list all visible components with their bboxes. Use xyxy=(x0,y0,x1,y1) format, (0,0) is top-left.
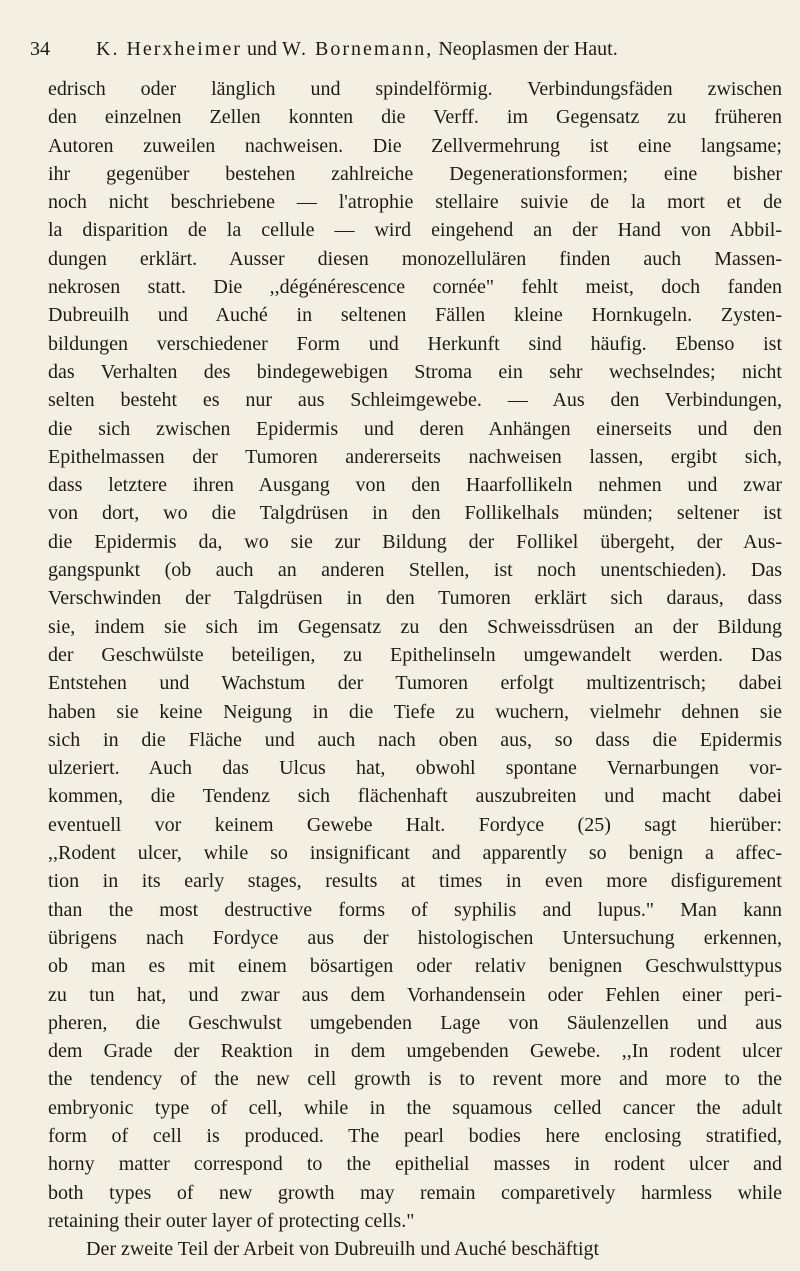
text-line: sich in die Fläche und auch nach oben aus, so dass die Epidermis xyxy=(48,728,782,751)
text-line: ihr gegenüber bestehen zahlreiche Degenerationsformen; eine bisher xyxy=(48,162,782,185)
author-bornemann: W. Bornemann, xyxy=(281,38,434,60)
text-line: übrigens nach Fordyce aus der histologischen Untersuchung erkennen, xyxy=(48,926,782,949)
text-line: retaining their outer layer of protecting cells." xyxy=(48,1209,415,1232)
text-line: nekrosen statt. Die ,,dégénérescence cornée" fehlt meist, doch fanden xyxy=(48,276,782,299)
text-line: dungen erklärt. Ausser diesen monozellulären finden auch Massen- xyxy=(48,247,782,270)
body-text xyxy=(48,75,782,1263)
text-line: der Geschwülste beteiligen, zu Epithelinseln umgewandelt werden. Das xyxy=(48,643,782,666)
text-line: ob man es mit einem bösartigen oder relativ benignen Geschwulsttypus xyxy=(48,955,782,978)
text-line: noch nicht beschriebene — l'atrophie stellaire suivie de la mort et de xyxy=(48,191,782,214)
header-title: Neoplasmen der Haut. xyxy=(438,38,618,60)
text-line: dem Grade der Reaktion in dem umgebenden Gewebe. ,,In rodent ulcer xyxy=(48,1040,782,1063)
text-line: form of cell is produced. The pearl bodies here enclosing stratified, xyxy=(48,1124,782,1147)
text-line: Verschwinden der Talgdrüsen in den Tumoren erklärt sich daraus, dass xyxy=(48,587,782,610)
author-herxheimer: K. Herxheimer xyxy=(96,38,242,60)
running-title xyxy=(96,34,618,64)
text-line: bildungen verschiedener Form und Herkunft sind häufig. Ebenso ist xyxy=(48,332,782,355)
text-line: horny matter correspond to the epithelial masses in rodent ulcer and xyxy=(48,1153,782,1176)
text-line: embryonic type of cell, while in the squamous celled cancer the adult xyxy=(48,1096,782,1119)
text-line: Dubreuilh und Auché in seltenen Fällen kleine Hornkugeln. Zysten- xyxy=(48,304,782,327)
running-header xyxy=(30,34,770,64)
text-line: kommen, die Tendenz sich flächenhaft auszubreiten und macht dabei xyxy=(48,785,782,808)
text-line: das Verhalten des bindegewebigen Stroma ein sehr wechselndes; nicht xyxy=(48,360,782,383)
text-line: Entstehen und Wachstum der Tumoren erfolgt multizentrisch; dabei xyxy=(48,672,782,695)
text-line: von dort, wo die Talgdrüsen in den Follikelhals münden; seltener ist xyxy=(48,502,782,525)
text-line: dass letztere ihren Ausgang von den Haarfollikeln nehmen und zwar xyxy=(48,474,782,497)
text-line: pheren, die Geschwulst umgebenden Lage von Säulenzellen und aus xyxy=(48,1011,782,1034)
text-line: ,,Rodent ulcer, while so insignificant and apparently so benign a affec- xyxy=(48,842,782,865)
text-line: edrisch oder länglich und spindelförmig. Verbindungsfäden zwischen xyxy=(48,78,782,100)
text-line: zu tun hat, und zwar aus dem Vorhandensein oder Fehlen einer peri- xyxy=(48,983,782,1006)
text-line: than the most destructive forms of syphilis and lupus." Man kann xyxy=(48,898,782,921)
text-line: Der zweite Teil der Arbeit von Dubreuilh und Auché beschäftigt xyxy=(86,1238,600,1261)
text-line: sie, indem sie sich im Gegensatz zu den Schweissdrüsen an der Bildung xyxy=(48,615,782,638)
text-line: eventuell vor keinem Gewebe Halt. Fordyce (25) sagt hierüber: xyxy=(48,813,782,836)
text-line: gangspunkt (ob auch an anderen Stellen, ist noch unentschieden). Das xyxy=(48,559,782,582)
text-line: haben sie keine Neigung in die Tiefe zu wuchern, vielmehr dehnen sie xyxy=(48,700,782,723)
text-line: the tendency of the new cell growth is to revent more and more to the xyxy=(48,1068,782,1091)
text-line: den einzelnen Zellen konnten die Verff. im Gegensatz zu früheren xyxy=(48,106,782,129)
text-line: la disparition de la cellule — wird eingehend an der Hand von Abbil- xyxy=(48,219,782,242)
header-and: und xyxy=(246,38,277,60)
page-number: 34 xyxy=(30,38,50,60)
text-line: Epithelmassen der Tumoren andererseits nachweisen lassen, ergibt sich, xyxy=(48,445,782,468)
text-line: tion in its early stages, results at times in even more disfigurement xyxy=(48,870,782,893)
text-line: both types of new growth may remain comparetively harmless while xyxy=(48,1181,782,1204)
text-line: die Epidermis da, wo sie zur Bildung der Follikel übergeht, der Aus- xyxy=(48,530,782,553)
text-line: ulzeriert. Auch das Ulcus hat, obwohl spontane Vernarbungen vor- xyxy=(48,757,782,780)
text-line: die sich zwischen Epidermis und deren Anhängen einerseits und den xyxy=(48,417,782,440)
text-line: selten besteht es nur aus Schleimgewebe. — Aus den Verbindungen, xyxy=(48,389,782,412)
text-line: Autoren zuweilen nachweisen. Die Zellvermehrung ist eine langsame; xyxy=(48,134,782,157)
